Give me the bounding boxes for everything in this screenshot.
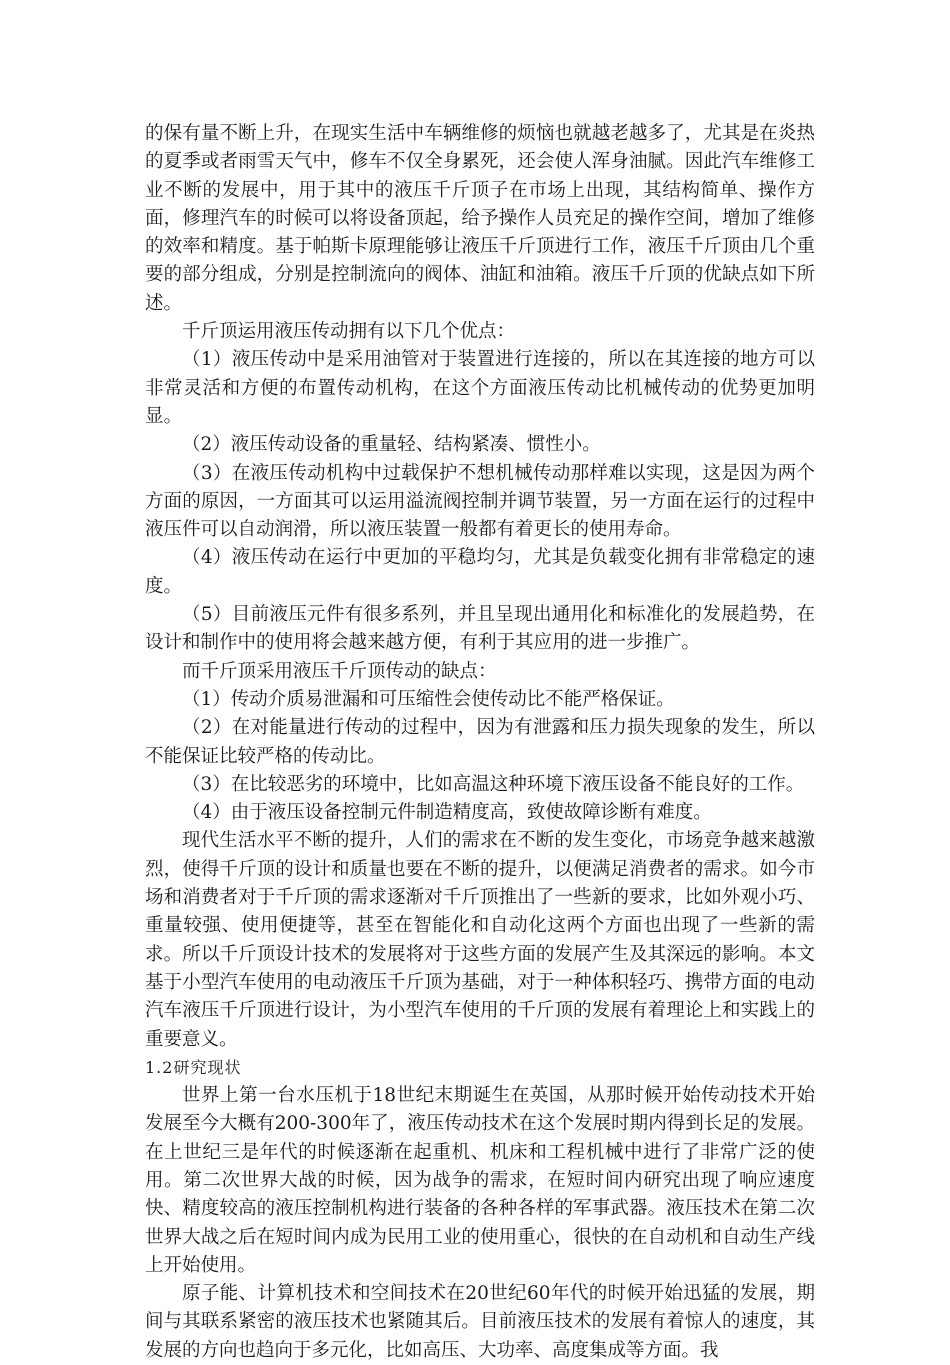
paragraph-market-demand: 现代生活水平不断的提升，人们的需求在不断的发生变化，市场竞争越来越激烈，使得千斤顶的设计和质量也要在不断的提升，以便满足消费者的需求。如今市场和消费者对于千斤顶的需求逐渐对千斤顶推出了一些新的要求，比如外观小巧、重量较强、使用便捷等，甚至在智能化和自动化这两个方面也出现了一些新的需求。所以千斤顶设计技术的发展将对于这些方面的发展产生及其深远的影响。本文基于小型汽车使用的电动液压千斤顶为基础，对于一种体积轻巧、携带方面的电动汽车液压千斤顶进行设计，为小型汽车使用的千斤顶的发展有着理论上和实践上的重要意义。: [145, 830, 815, 1050]
paragraph-advantage-1: （1）液压传动中是采用油管对于装置进行连接的，所以在其连接的地方可以非常灵活和方便的布置传动机构，在这个方面液压传动比机械传动的优势更加明显。: [145, 349, 815, 427]
paragraph-disadvantage-4: （4）由于液压设备控制元件制造精度高，致使故障诊断有难度。: [182, 802, 712, 824]
paragraph-history: 世界上第一台水压机于18世纪末期诞生在英国，从那时候开始传动技术开始发展至今大概有200-300年了，液压传动技术在这个发展时期内得到长足的发展。在上世纪三是年代的时候逐渐在起重机、机床和工程机械中进行了非常广泛的使用。第二次世界大战的时候，因为战争的需求，在短时间内研究出现了响应速度快、精度较高的液压控制机构进行装备的各种各样的军事武器。液压技术在第二次世界大战之后在短时间内成为民用工业的使用重心，很快的在自动机和自动生产线上开始使用。: [145, 1085, 815, 1276]
paragraph-advantage-3: （3）在液压传动机构中过载保护不想机械传动那样难以实现，这是因为两个方面的原因，一方面其可以运用溢流阀控制并调节装置，另一方面在运行的过程中液压件可以自动润滑，所以液压装置一般都有着更长的使用寿命。: [145, 462, 815, 541]
paragraph-advantage-4: （4）液压传动在运行中更加的平稳均匀，尤其是负载变化拥有非常稳定的速度。: [145, 547, 815, 597]
paragraph-disadvantages-lead: 而千斤顶采用液压千斤顶传动的缺点：: [182, 660, 497, 682]
paragraph-disadvantage-2: （2）在对能量进行传动的过程中，因为有泄露和压力损失现象的发生，所以不能保证比较严格的传动比。: [145, 717, 815, 767]
paragraph-intro-continued: 的保有量不断上升，在现实生活中车辆维修的烦恼也就越老越多了，尤其是在炎热的夏季或者雨雪天气中，修车不仅全身累死，还会使人浑身油腻。因此汽车维修工业不断的发展中，用于其中的液压千斤顶子在市场上出现，其结构简单、操作方面，修理汽车的时候可以将设备顶起，给予操作人员充足的操作空间，增加了维修的效率和精度。基于帕斯卡原理能够让液压千斤顶进行工作，液压千斤顶由几个重要的部分组成，分别是控制流向的阀体、油缸和油箱。液压千斤顶的优缺点如下所述。: [145, 123, 815, 314]
paragraph-advantage-5: （5）目前液压元件有很多系列，并且呈现出通用化和标准化的发展趋势，在设计和制作中的使用将会越来越方便，有利于其应用的进一步推广。: [145, 604, 815, 654]
paragraph-modern-development: 原子能、计算机技术和空间技术在20世纪60年代的时候开始迅猛的发展，期间与其联系紧密的液压技术也紧随其后。目前液压技术的发展有着惊人的速度，其发展的方向也趋向于多元化，比如高压、大功率、高度集成等方面。我: [145, 1283, 815, 1361]
document-page: [145, 120, 815, 1365]
paragraph-advantages-lead: 千斤顶运用液压传动拥有以下几个优点：: [182, 321, 516, 343]
paragraph-disadvantage-1: （1）传动介质易泄漏和可压缩性会使传动比不能严格保证。: [182, 688, 675, 710]
section-heading: 1.2研究现状: [145, 1057, 242, 1077]
paragraph-disadvantage-3: （3）在比较恶劣的环境中，比如高温这种环境下液压设备不能良好的工作。: [182, 773, 805, 795]
paragraph-advantage-2: （2）液压传动设备的重量轻、结构紧凑、惯性小。: [182, 434, 601, 456]
